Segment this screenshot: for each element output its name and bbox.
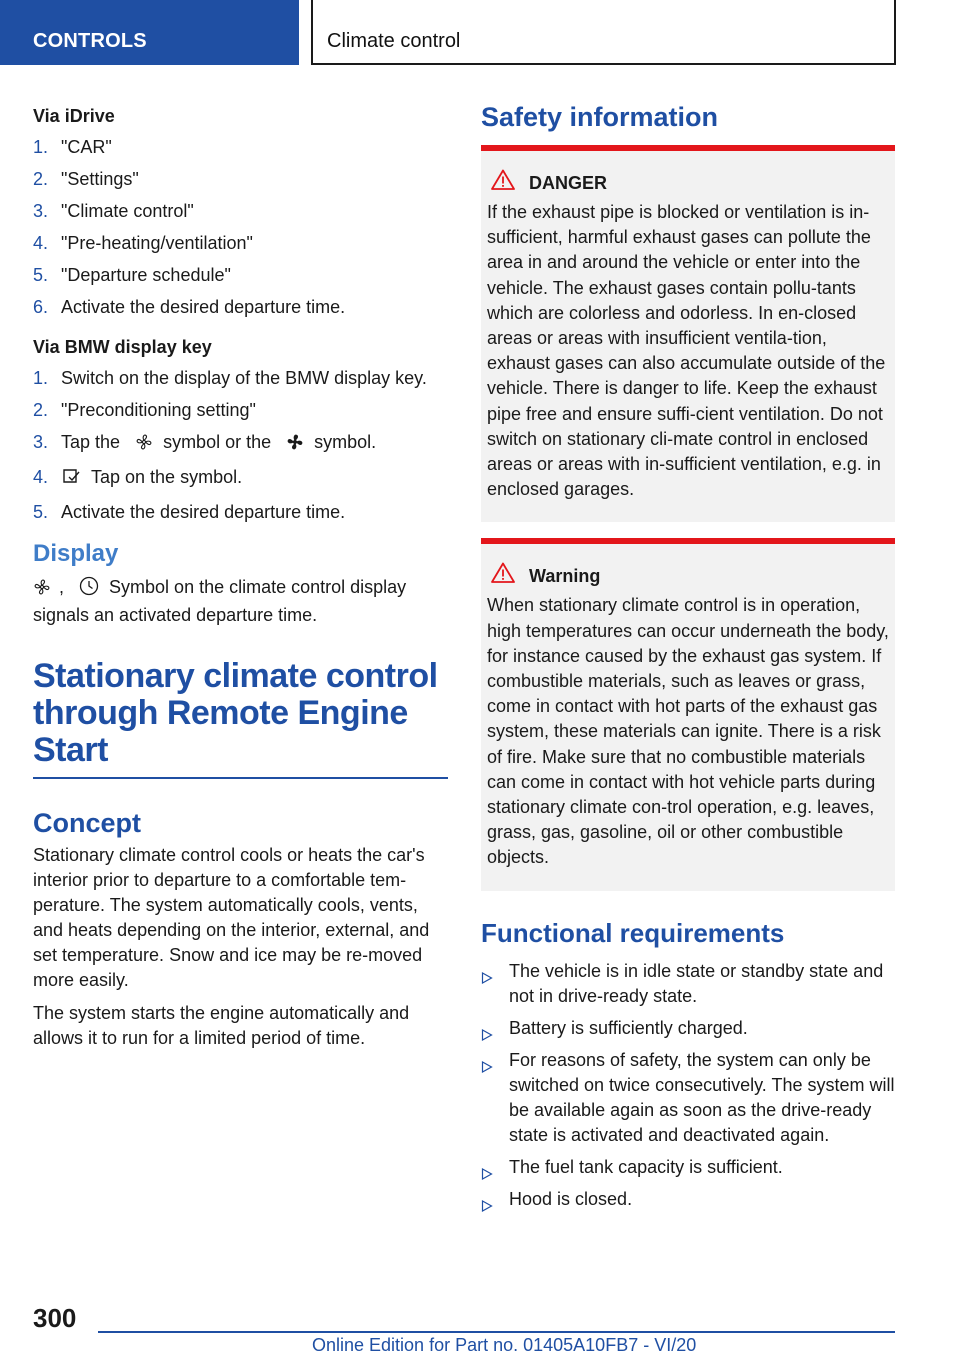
header-section-tab <box>0 0 299 65</box>
danger-text: If the exhaust pipe is blocked or ventilation is in‐sufficient, harmful exhaust gases can pollute the area in and around the vehicle or enter into the vehicle. The exhaust gases contain pollu‐tants which are colorless and odorless. In en‐closed areas or areas with insufficient ventila‐tion, exhaust gases can also accumulate outside of the vehicle. There is danger to life. Keep the exhaust pipe free and ensure suffi‐cient ventilation. Do not switch on stationary cli‐mate control in enclosed areas or areas with in‐sufficient ventilation, e.g. in enclosed garages. <box>487 202 886 500</box>
bullet-triangle-icon <box>481 1023 493 1048</box>
functional-requirements-heading: Functional requirements <box>481 917 785 948</box>
concept-paragraph-1: Stationary climate control cools or heats the car's interior prior to departure to a comfortable tem‐perature. The system automatically cools, vents, and heats depending on the interior, external, and set temperature. Snow and ice may be re‐moved more easily. <box>33 845 430 990</box>
safety-heading: Safety information <box>481 102 719 132</box>
display-heading: Display <box>33 540 119 567</box>
right-column <box>481 100 895 1219</box>
warning-triangle-icon <box>491 562 529 589</box>
footer-divider <box>98 1331 895 1333</box>
danger-title: DANGER <box>529 172 608 193</box>
list-item: 4. "Pre-heating/ventilation" <box>33 233 253 253</box>
list-item: 1. Switch on the display of the BMW display key. <box>33 368 427 388</box>
warning-box <box>481 538 895 890</box>
via-idrive-steps <box>33 135 448 320</box>
clock-icon <box>79 576 99 603</box>
left-column <box>33 103 448 1059</box>
heating-fan-icon <box>286 433 304 458</box>
header-section-label: CONTROLS <box>33 30 147 52</box>
page-number: 300 <box>33 1303 77 1333</box>
list-item: The vehicle is in idle state or standby state and not in drive-ready state. <box>481 959 895 1009</box>
list-item: 3. Tap the symbol or the symbol. <box>33 430 448 458</box>
footer-edition: Online Edition for Part no. 01405A10FB7 - VI/20 <box>312 1335 697 1355</box>
list-item: 4. Tap on the symbol. <box>33 465 448 493</box>
via-key-steps <box>33 366 448 525</box>
bullet-triangle-icon <box>481 1055 493 1080</box>
concept-paragraph-2: The system starts the engine automatically and allows it to run for a limited period of time. <box>33 1003 410 1048</box>
header-title-box <box>311 0 896 65</box>
danger-title-row <box>487 169 889 196</box>
ventilation-fan-icon <box>135 433 153 458</box>
list-item: 2. "Settings" <box>33 169 139 189</box>
list-item: For reasons of safety, the system can only be switched on twice consecutively. The system will be available again as soon as the drive-ready state is activated and deactivated again. <box>481 1048 895 1148</box>
list-item: Battery is sufficiently charged. <box>481 1016 895 1041</box>
concept-heading: Concept <box>33 808 141 838</box>
display-paragraph: , Symbol on the climate control display signals an activated departure time. <box>33 577 407 625</box>
warning-title-row <box>487 562 889 589</box>
header-title: Climate control <box>327 30 461 52</box>
danger-box <box>481 145 895 522</box>
stationary-climate-heading: Stationary climate control through Remote Engine Start <box>33 658 448 779</box>
confirm-check-icon <box>61 466 81 493</box>
via-key-heading: Via BMW display key <box>33 337 212 357</box>
warning-text: When stationary climate control is in operation, high temperatures can occur underneath the body, for instance caused by the exhaust gas system. If combustible materials, such as leaves or grass, come in contact with hot parts of the exhaust gas system, these materials can ignite. There is a risk of fire. Make sure that no combustible materials can come in contact with hot vehicle parts during stationary climate con‐trol operation, e.g. leaves, grass, gas, gasoline, oil or other combustible objects. <box>487 595 889 868</box>
requirements-list <box>481 959 895 1212</box>
warning-title: Warning <box>529 565 601 586</box>
fan-icon <box>33 578 51 603</box>
list-item: 2. "Preconditioning setting" <box>33 400 256 420</box>
list-item: The fuel tank capacity is sufficient. <box>481 1155 895 1180</box>
warning-triangle-icon <box>491 169 529 196</box>
list-item: 5. "Departure schedule" <box>33 265 231 285</box>
bullet-triangle-icon <box>481 966 493 991</box>
via-idrive-heading: Via iDrive <box>33 106 115 126</box>
list-item: 6. Activate the desired departure time. <box>33 297 346 317</box>
list-item: 5. Activate the desired departure time. <box>33 502 346 522</box>
list-item: 3. "Climate control" <box>33 201 194 221</box>
bullet-triangle-icon <box>481 1194 493 1219</box>
bullet-triangle-icon <box>481 1162 493 1187</box>
list-item: 1. "CAR" <box>33 137 112 157</box>
list-item: Hood is closed. <box>481 1187 895 1212</box>
